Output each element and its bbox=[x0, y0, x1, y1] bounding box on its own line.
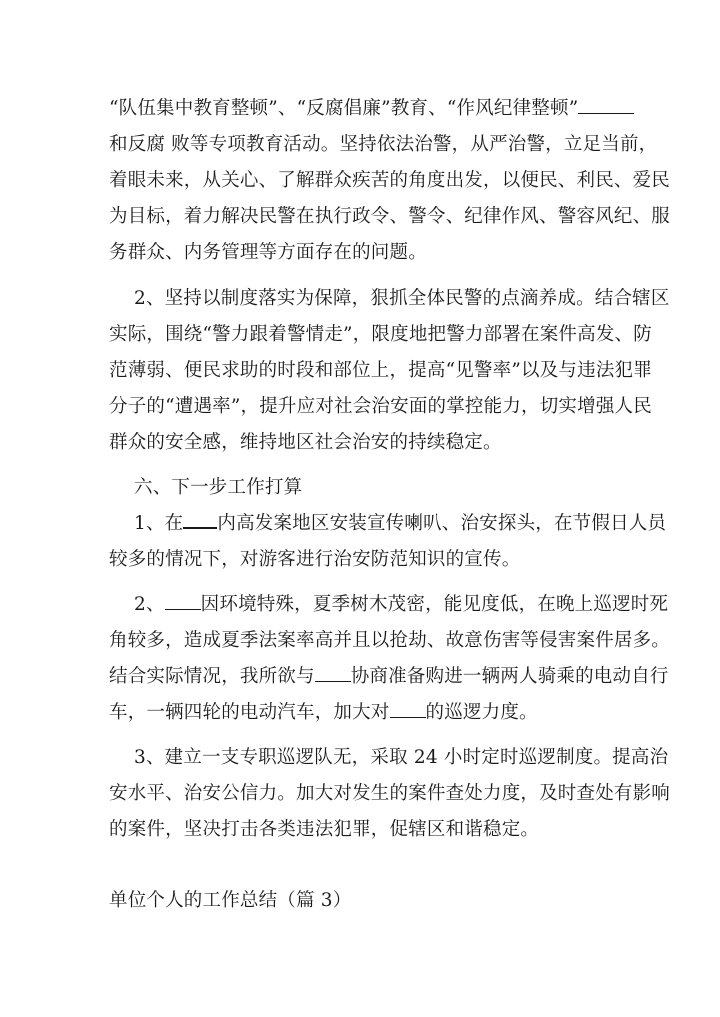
item-2-prefix: 2、 bbox=[134, 594, 165, 615]
fill-in-blank bbox=[315, 666, 351, 682]
item-1-rest: 内高发案地区安装宣传喇叭、治安探头，在节假日人员 bbox=[217, 513, 667, 534]
item-2-line-3-a: 结合实际情况，我所欲与 bbox=[109, 666, 315, 687]
fill-in-blank bbox=[578, 98, 634, 114]
paragraph-1-line-1 bbox=[109, 96, 629, 122]
item-2-line-3 bbox=[109, 664, 669, 690]
fill-in-blank bbox=[390, 702, 426, 718]
item-2-rest: 因环境特殊，夏季树木茂密，能见度低，在晚上巡逻时死 bbox=[200, 594, 669, 615]
item-3-line-3: 的案件，坚决打击各类违法犯罪，促辖区和谐稳定。 bbox=[109, 819, 540, 840]
fill-in-blank bbox=[165, 594, 201, 610]
item-1-line-1 bbox=[134, 511, 667, 537]
paragraph-2-line-4: 分子的“遭遇率”，提升应对社会治安面的掌控能力，切实增强人民 bbox=[109, 396, 652, 417]
item-2-line-2: 角较多，造成夏季法案率高并且以抢劫、故意伤害等侵害案件居多。 bbox=[109, 630, 671, 651]
item-2-line-1 bbox=[134, 592, 669, 618]
item-1-prefix: 1、在 bbox=[134, 513, 184, 534]
item-2-line-4 bbox=[109, 700, 629, 726]
item-2-line-4-a: 车，一辆四轮的电动汽车，加大对 bbox=[109, 702, 390, 723]
section-heading: 六、下一步工作打算 bbox=[134, 477, 303, 498]
paragraph-2-line-3: 范薄弱、便民求助的时段和部位上，提高“见警率”以及与违法犯罪 bbox=[109, 360, 652, 381]
paragraph-1-line-3: 着眼未来，从关心、了解群众疾苦的角度出发，以便民、利民、爱民 bbox=[109, 170, 671, 191]
paragraph-2-line-5: 群众的安全感，维持地区社会治安的持续稳定。 bbox=[109, 432, 502, 453]
paragraph-2-line-2: 实际，围绕“警力跟着警情走”，限度地把警力部署在案件高发、防 bbox=[109, 324, 652, 345]
item-3-line-2: 安水平、治安公信力。加大对发生的案件查处力度，及时查处有影响 bbox=[109, 783, 671, 804]
paragraph-1-line-4: 为目标，着力解决民警在执行政令、警令、纪律作风、警容风纪、服 bbox=[109, 206, 671, 227]
item-1-line-2: 较多的情况下，对游客进行治安防范知识的宣传。 bbox=[109, 549, 521, 570]
paragraph-1-line-5: 务群众、内务管理等方面存在的问题。 bbox=[109, 242, 427, 263]
fill-in-blank bbox=[183, 512, 217, 529]
paragraph-2-line-1: 2、坚持以制度落实为保障，狠抓全体民警的点滴养成。结合辖区 bbox=[134, 288, 670, 309]
paragraph-1-line-2: 和反腐 败等专项教育活动。坚持依法治警，从严治警，立足当前， bbox=[109, 134, 658, 155]
next-section-title: 单位个人的工作总结（篇 3） bbox=[109, 890, 352, 911]
item-2-line-4-b: 的巡逻力度。 bbox=[425, 702, 538, 723]
item-3-line-1: 3、建立一支专职巡逻队无，采取 24 小时定时巡逻制度。提高治 bbox=[134, 747, 669, 768]
paragraph-1-line-1-text: “队伍集中教育整顿”、“反腐倡廉”教育、“作风纪律整顿” bbox=[109, 98, 579, 119]
item-2-line-3-b: 协商准备购进一辆两人骑乘的电动自行 bbox=[350, 666, 669, 687]
